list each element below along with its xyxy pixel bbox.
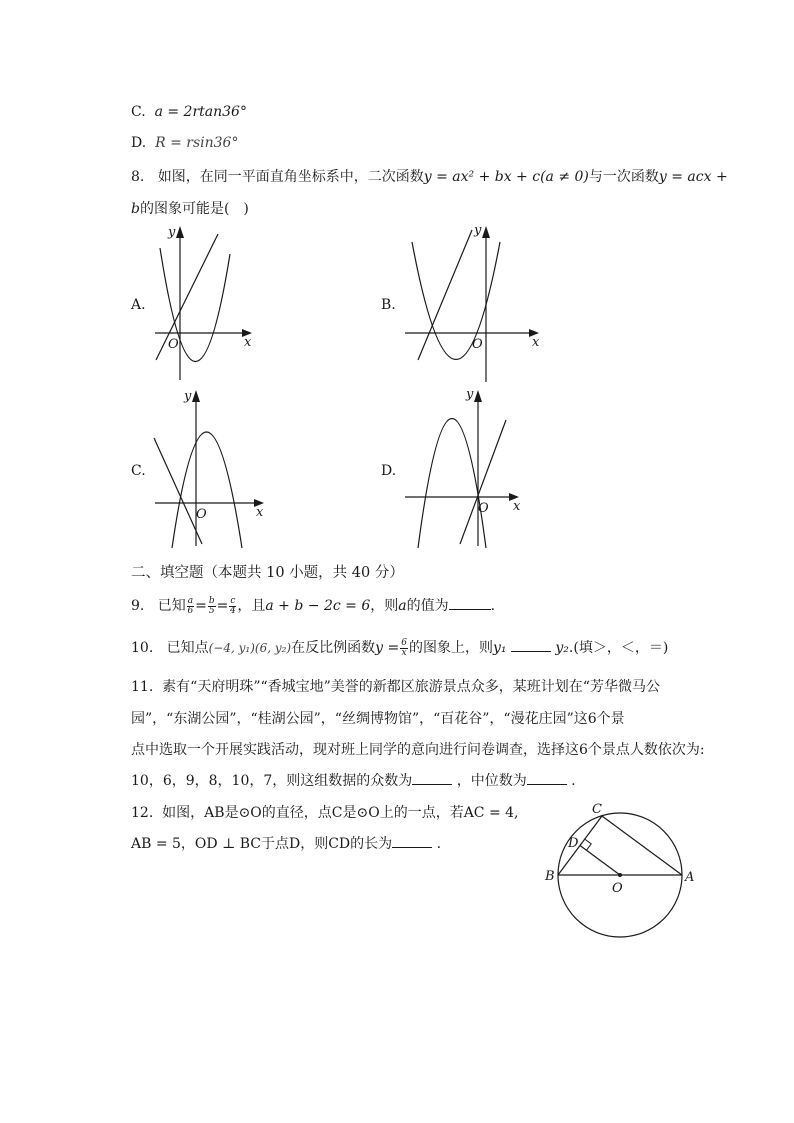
- q12-number: 12.: [131, 805, 154, 821]
- q10-line: [131, 637, 668, 658]
- graph-b-origin-label: O: [472, 337, 483, 352]
- q11-median-blank[interactable]: [527, 772, 567, 785]
- q9-text-2: ，且: [237, 598, 266, 614]
- q10-equation: y =: [375, 640, 400, 656]
- q7-option-d-text: R = rsin36°: [155, 135, 239, 151]
- q12-line-2: [131, 833, 441, 853]
- graph-a-y-label: y: [168, 225, 176, 240]
- q8-graph-a: [150, 222, 260, 387]
- q10-answer-blank[interactable]: [511, 639, 551, 652]
- graph-b-y-label: y: [474, 223, 482, 238]
- graph-a-origin-label: O: [168, 337, 179, 352]
- q11-text-1: 素有“天府明珠”“香城宝地”美誉的新都区旅游景点众多，某班计划在“芳华微马公: [162, 679, 660, 695]
- q8-text-1: 如图，在同一平面直角坐标系中，二次函数: [157, 169, 424, 185]
- q9-fraction-b: $\frac{b}{5}$: [208, 595, 215, 616]
- circle-label-o: O: [612, 881, 623, 896]
- q10-points: (−4, y₁)(6, y₂): [208, 641, 292, 655]
- q8-equation-1: y = ax² + bx + c(a ≠ 0): [423, 169, 589, 185]
- q12-text-1: 如图，AB是⊙O的直径，点C是⊙O上的一点，若AC = 4,: [162, 805, 519, 821]
- q11-number: 11.: [131, 679, 154, 695]
- q12-line-1: [131, 802, 519, 822]
- q10-text-1: 已知点: [166, 640, 209, 656]
- q9-line: 9. 已知 $\frac{a}{6}$ = $\frac{b}{5}$ = $\frac{c}{4}$ ，且a + b − 2c = 6，则a的值为 .: [131, 595, 496, 616]
- q10-text-4: .(填＞，＜，＝): [568, 640, 669, 656]
- q10-text-2: 在反比例函数: [291, 640, 376, 656]
- q10-text-3: 的图象上，则: [408, 640, 493, 656]
- q8-graph-d: [400, 386, 535, 551]
- q9-text-3: ，则: [370, 598, 399, 614]
- q12-text-2a: AB = 5，OD ⊥ BC于点D，则CD的长为: [131, 836, 393, 852]
- q11-line-1: [131, 676, 660, 696]
- q11-line-4: [131, 770, 576, 790]
- q8-stem-line-2: [131, 198, 249, 218]
- q12-answer-blank[interactable]: [392, 835, 432, 848]
- q7-option-d: [131, 135, 238, 151]
- q11-mode-blank[interactable]: [412, 772, 452, 785]
- graph-b-x-label: x: [532, 335, 540, 350]
- q8-text-2: 与一次函数: [588, 169, 659, 185]
- q9-fraction-c: $\frac{c}{4}$: [229, 595, 236, 616]
- q8-stem-line-1: [131, 166, 728, 186]
- graph-d-y-label: y: [466, 387, 474, 402]
- q7-option-c: [131, 104, 247, 120]
- q12-text-2b: .: [436, 836, 442, 852]
- q7-option-d-label: D.: [131, 135, 147, 151]
- graph-a-x-label: x: [244, 335, 252, 350]
- circle-label-b: B: [545, 869, 555, 884]
- q7-option-c-text: a = 2rtan36°: [154, 104, 247, 120]
- q8-option-b-label: B.: [381, 297, 396, 313]
- q9-answer-blank[interactable]: [449, 597, 491, 610]
- q8-number: 8.: [131, 169, 145, 185]
- q11-text-4b: ，中位数为: [456, 773, 527, 789]
- q8-option-a-label: A.: [131, 297, 146, 313]
- graph-c-y-label: y: [184, 389, 192, 404]
- graph-c-x-label: x: [256, 505, 264, 520]
- q7-option-c-label: C.: [131, 104, 146, 120]
- q10-y1: y₁: [492, 640, 507, 656]
- q8-graph-b: [400, 222, 550, 387]
- q11-line-2: 园”，“东湖公园”，“桂湖公园”，“丝绸博物馆”，“百花谷”，“漫花庄园”这6个景: [131, 711, 625, 727]
- graph-c-origin-label: O: [196, 507, 207, 522]
- q11-text-4a: 10，6，9，8，10，7，则这组数据的众数为: [131, 773, 413, 789]
- q9-equation: a + b − 2c = 6: [265, 598, 371, 614]
- circle-label-a: A: [685, 870, 695, 885]
- q12-circle-figure: [540, 800, 700, 940]
- q8-option-c-label: C.: [131, 463, 146, 479]
- q9-number: 9.: [131, 598, 145, 614]
- q11-line-3: 点中选取一个开展实践活动，现对班上同学的意向进行问卷调查，选择这6个景点人数依次为:: [131, 742, 705, 758]
- q10-number: 10.: [131, 640, 154, 656]
- q8-text-3: 的图象可能是( ): [139, 201, 249, 217]
- q9-variable: a: [398, 598, 407, 614]
- q8-graph-c: [150, 386, 275, 551]
- q9-end: .: [490, 598, 496, 614]
- q10-y2: y₂: [555, 640, 569, 656]
- graph-d-origin-label: O: [478, 501, 489, 516]
- q9-text-4: 的值为: [406, 598, 449, 614]
- q8-equation-2: y = acx +: [658, 169, 728, 185]
- section-heading: 二、填空题（本题共 10 小题，共 40 分）: [131, 565, 404, 581]
- q11-text-4c: .: [571, 773, 576, 789]
- q9-text-1: 已知: [157, 598, 186, 614]
- circle-label-c: C: [592, 802, 602, 817]
- circle-label-d: D: [568, 836, 579, 851]
- q8-equation-3: b: [131, 201, 140, 217]
- graph-d-x-label: x: [513, 499, 521, 514]
- q10-fraction: $\frac{6}{x}$: [401, 637, 407, 658]
- q8-option-d-label: D.: [381, 463, 397, 479]
- q9-fraction-a: $\frac{a}{6}$: [187, 595, 194, 616]
